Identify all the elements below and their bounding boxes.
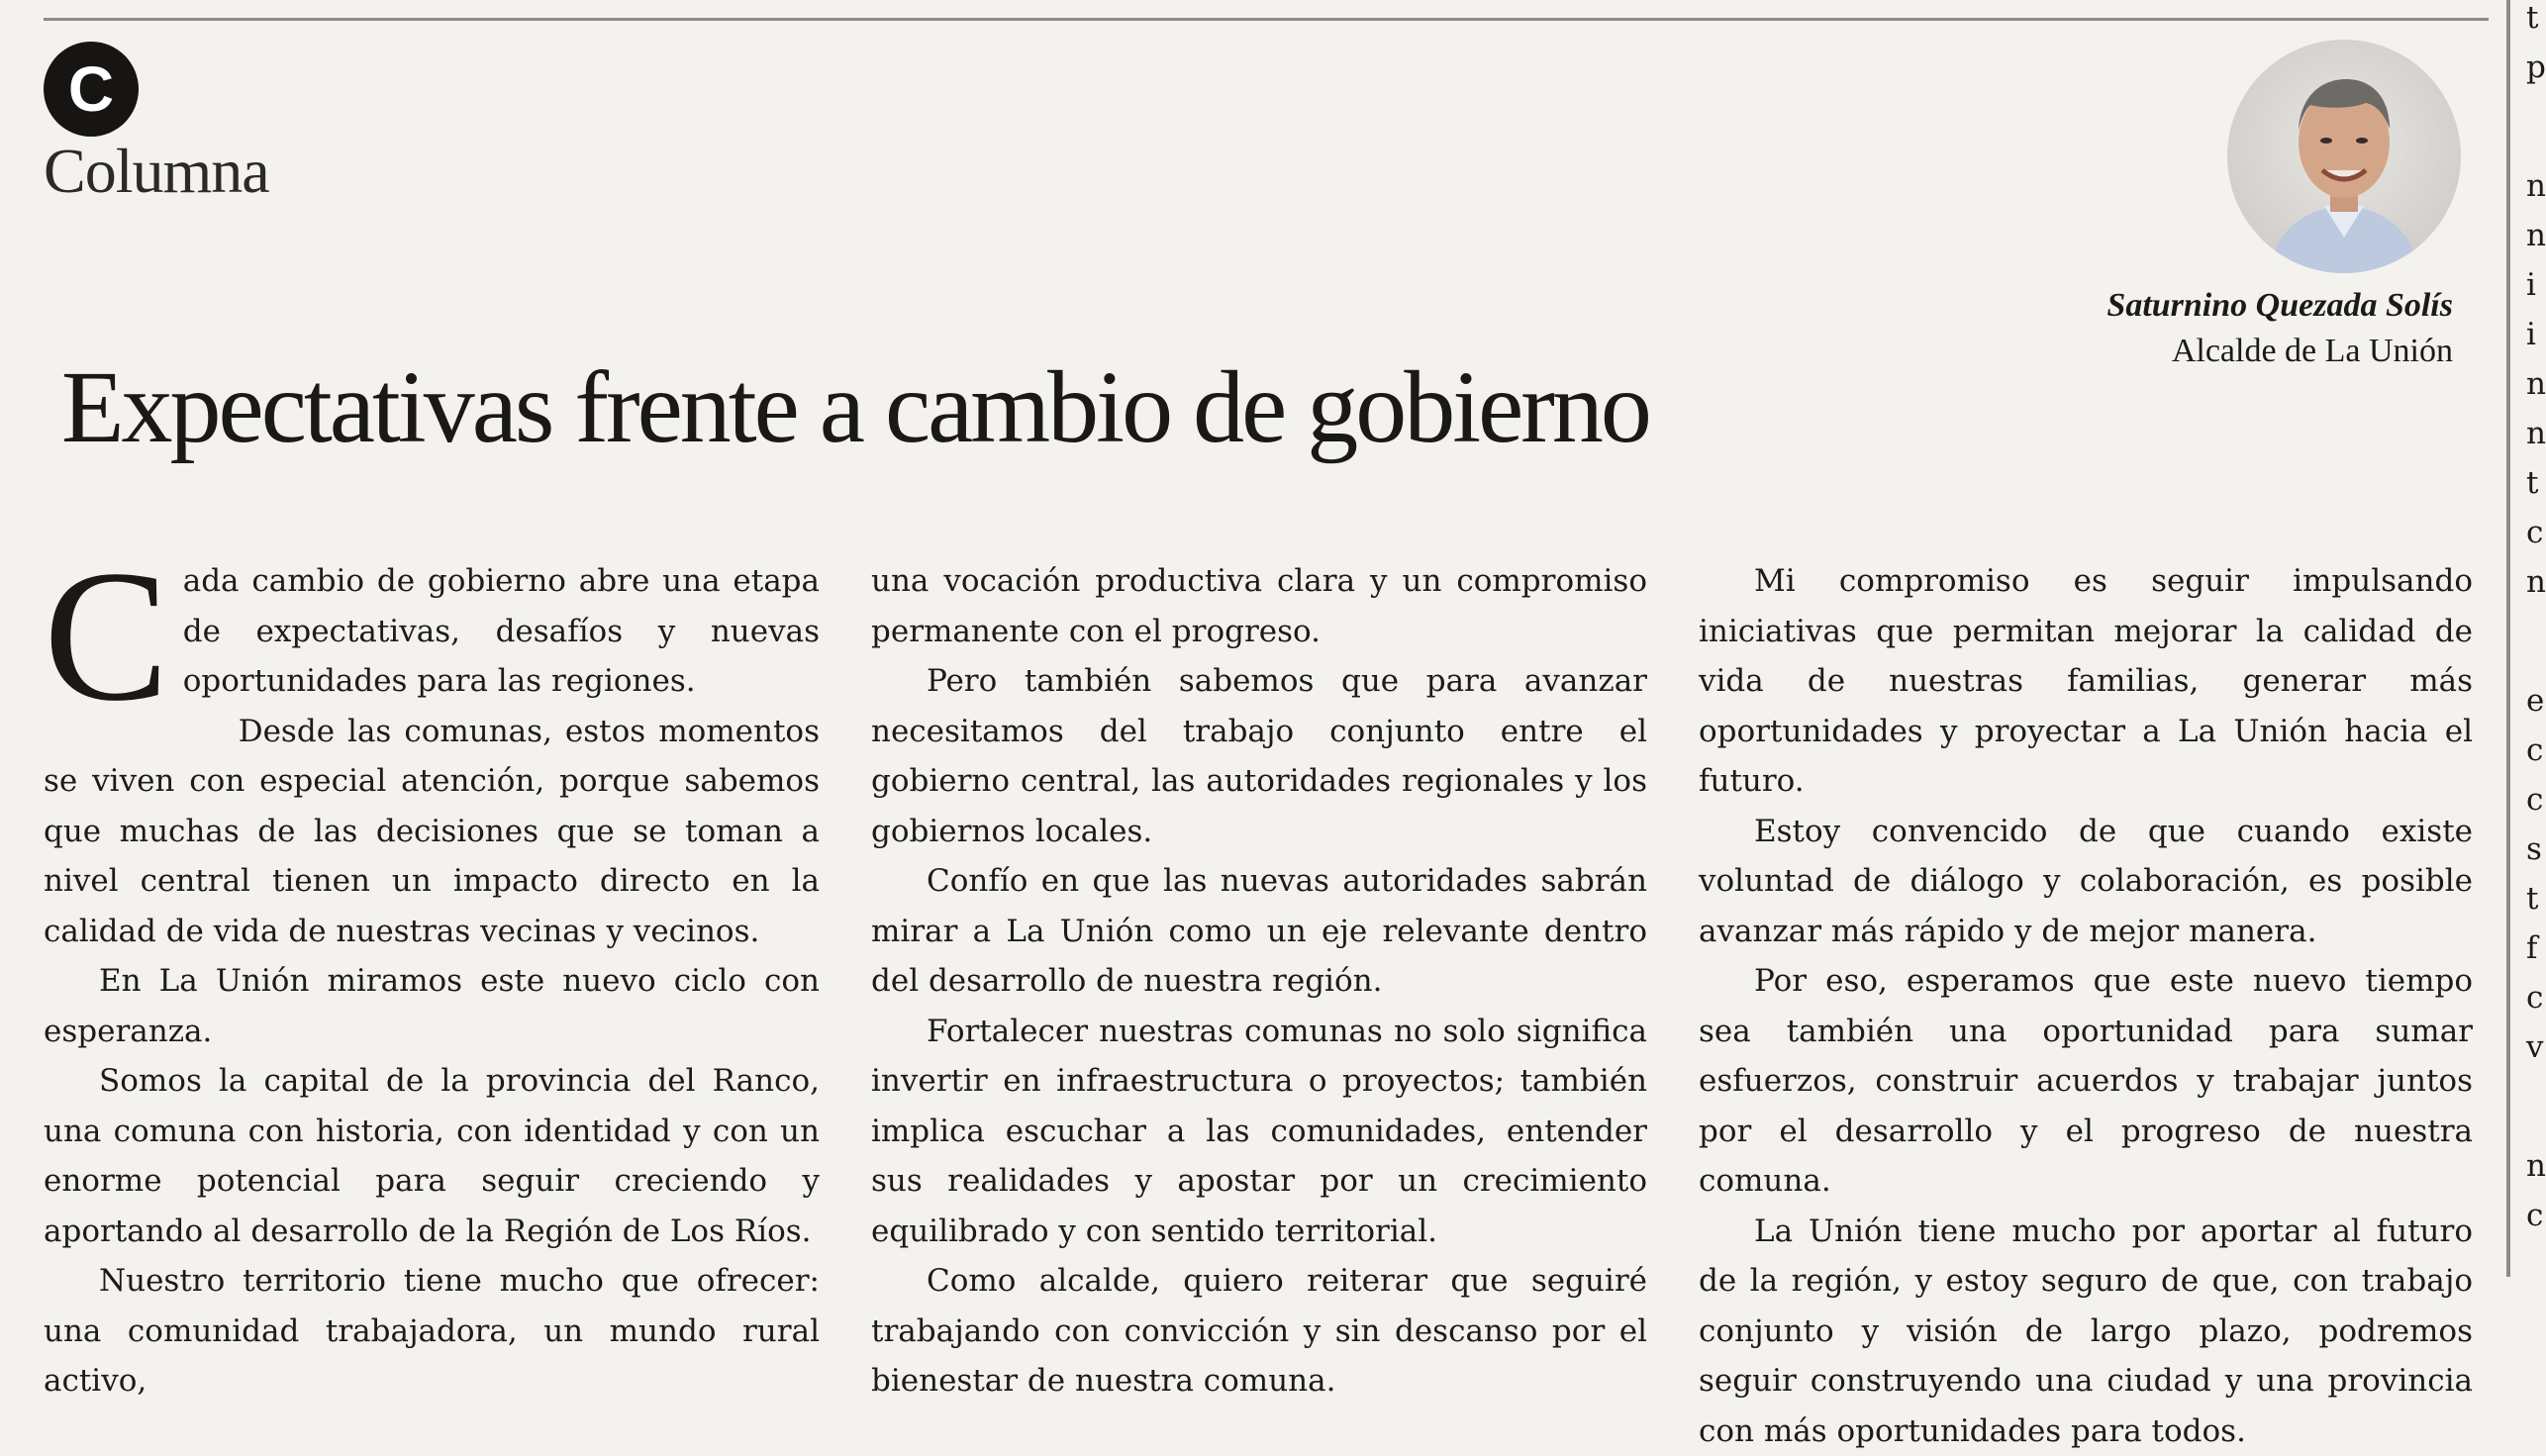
edge-letter: i: [2526, 317, 2536, 352]
edge-letter: e: [2526, 683, 2544, 719]
article-paragraph: Desde las comunas, estos momentos se viven con especial atención, porque sabemos que muchas de las decisiones que se toman a nivel central tienen un impacto directo en la calidad de vida de nuestras vecinas y vecinos.: [44, 707, 820, 957]
article-paragraph: Confío en que las nuevas autoridades sabrán mirar a La Unión como un eje relevante dentro del desarrollo de nuestra región.: [871, 856, 1647, 1007]
edge-letter: n: [2526, 218, 2546, 253]
edge-letter: t: [2526, 465, 2538, 501]
edge-letter: p: [2526, 49, 2546, 85]
section-label: Columna: [44, 135, 269, 208]
article-paragraph: Somos la capital de la provincia del Ranco, una comuna con historia, con identidad y con un enorme potencial para seguir creciendo y aportando al desarrollo de la Región de Los Ríos.: [44, 1056, 820, 1256]
edge-letter: n: [2526, 366, 2546, 402]
section-badge: C: [44, 42, 139, 137]
article-column-2: [871, 556, 1647, 1407]
author-byline: [2106, 284, 2453, 375]
edge-letter: n: [2526, 416, 2546, 451]
edge-letter: c: [2526, 732, 2543, 768]
edge-letter: t: [2526, 0, 2538, 36]
article-paragraph: La Unión tiene mucho por aportar al futuro de la región, y estoy seguro de que, con trabajo conjunto y visión de largo plazo, podremos seguir construyendo una ciudad y una provincia con más oportunidades para todos.: [1699, 1207, 2473, 1456]
edge-letter: v: [2526, 1029, 2544, 1065]
author-portrait-illustration: [2227, 40, 2461, 273]
edge-letter: n: [2526, 564, 2546, 600]
edge-letter: n: [2526, 168, 2546, 204]
article-paragraph: Por eso, esperamos que este nuevo tiempo sea también una oportunidad para sumar esfuerzos, construir acuerdos y trabajar juntos por el desarrollo y el progreso de nuestra comuna.: [1699, 956, 2473, 1207]
drop-cap: C: [44, 562, 169, 711]
edge-letter: c: [2526, 1198, 2543, 1233]
author-name: Saturnino Quezada Solís: [2106, 284, 2453, 328]
article-paragraph: Mi compromiso es seguir impulsando iniciativas que permitan mejorar la calidad de vida de nuestras familias, generar más oportunidades y proyectar a La Unión hacia el futuro.: [1699, 556, 2473, 807]
edge-letter: c: [2526, 980, 2543, 1016]
article-paragraph: Cada cambio de gobierno abre una etapa de expectativas, desafíos y nuevas oportunidades para las regiones.: [44, 556, 820, 707]
article-paragraph: En La Unión miramos este nuevo ciclo con esperanza.: [44, 956, 820, 1056]
author-role: Alcalde de La Unión: [2106, 328, 2453, 375]
column-divider: [2506, 0, 2510, 1277]
edge-letter: f: [2526, 930, 2537, 966]
article-column-3: [1699, 556, 2473, 1456]
edge-letter: c: [2526, 515, 2543, 550]
edge-letter: t: [2526, 881, 2538, 917]
article-column-1: [44, 556, 820, 1407]
top-rule: [44, 18, 2489, 21]
author-photo: [2227, 40, 2461, 273]
article-paragraph: Pero también sabemos que para avanzar necesitamos del trabajo conjunto entre el gobierno central, las autoridades regionales y los gobiernos locales.: [871, 656, 1647, 856]
article-paragraph: Nuestro territorio tiene mucho que ofrecer: una comunidad trabajadora, un mundo rural activo,: [44, 1256, 820, 1407]
adjacent-column-fragment: [2520, 0, 2546, 1277]
edge-letter: s: [2526, 831, 2542, 867]
article-paragraph: Como alcalde, quiero reiterar que seguiré trabajando con convicción y sin descanso por el bienestar de nuestra comuna.: [871, 1256, 1647, 1407]
edge-letter: i: [2526, 267, 2536, 303]
article-headline: Expectativas frente a cambio de gobierno: [61, 348, 1649, 467]
article-paragraph: Estoy convencido de que cuando existe voluntad de diálogo y colaboración, es posible avanzar más rápido y de mejor manera.: [1699, 807, 2473, 957]
article-paragraph: Fortalecer nuestras comunas no solo significa invertir en infraestructura o proyectos; también implica escuchar a las comunidades, entender sus realidades y apostar por un crecimiento equilibrado y con sentido territorial.: [871, 1007, 1647, 1257]
edge-letter: c: [2526, 782, 2543, 818]
edge-letter: n: [2526, 1148, 2546, 1184]
article-paragraph: una vocación productiva clara y un compromiso permanente con el progreso.: [871, 556, 1647, 656]
